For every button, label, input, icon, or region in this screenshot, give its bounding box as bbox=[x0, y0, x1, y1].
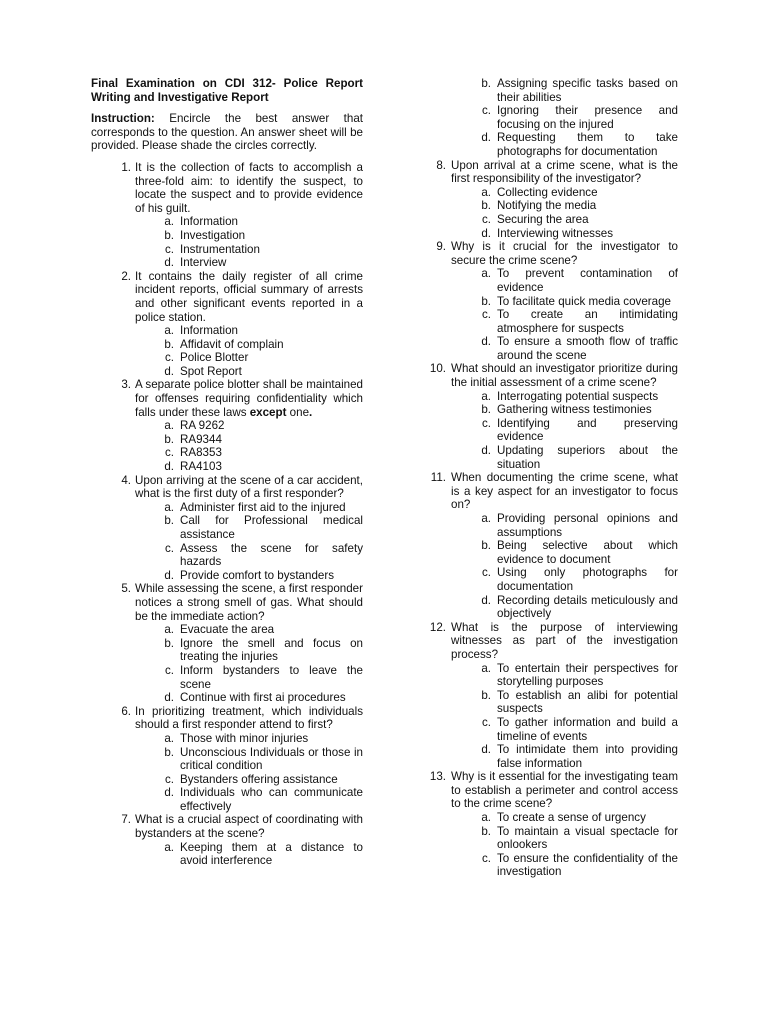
choice-option[interactable] bbox=[164, 215, 363, 229]
choice-list bbox=[135, 501, 363, 583]
choice-option[interactable] bbox=[481, 824, 678, 852]
question-5 bbox=[91, 582, 363, 704]
choice-option[interactable] bbox=[164, 786, 363, 813]
choice-text: To entertain their perspectives for storytelling purposes bbox=[497, 661, 678, 689]
choice-text: Police Blotter bbox=[180, 351, 249, 365]
question-text: Why is it essential for the investigating team to establish a perimeter and control access to the crime scene? bbox=[451, 770, 678, 811]
choice-text: Using only photographs for documentation bbox=[497, 566, 678, 593]
choice-option[interactable] bbox=[164, 745, 363, 773]
choice-letter: d. bbox=[164, 568, 174, 582]
choice-text: Gathering witness testimonies bbox=[497, 403, 652, 417]
question-text: While assessing the scene, a first responder notices a strong smell of gas. What should be the immediate action? bbox=[135, 582, 363, 623]
choice-text: Administer first aid to the injured bbox=[180, 500, 346, 514]
choice-text: To maintain a visual spectacle for onlookers bbox=[497, 824, 678, 852]
choice-list bbox=[135, 324, 363, 378]
choice-text: Keeping them at a distance to avoid interference bbox=[180, 840, 363, 868]
question-text: It contains the daily register of all crime incident reports, official summary of arrests and other significant events reported in a police station. bbox=[135, 269, 363, 324]
choice-text: Assess the scene for safety hazards bbox=[180, 541, 363, 569]
choice-option[interactable] bbox=[164, 663, 363, 691]
question-9 bbox=[426, 240, 678, 362]
question-list-left bbox=[91, 161, 363, 868]
question-7 bbox=[91, 813, 363, 867]
choice-option[interactable] bbox=[481, 335, 678, 362]
choice-text: To create a sense of urgency bbox=[497, 811, 646, 825]
choice-letter: a. bbox=[164, 623, 174, 637]
question-number: 3. bbox=[121, 378, 131, 392]
choice-text: Being selective about which evidence to document bbox=[497, 539, 678, 566]
choice-letter: a. bbox=[164, 500, 174, 514]
choice-option[interactable] bbox=[164, 419, 363, 433]
question-number: 6. bbox=[121, 704, 131, 718]
choice-list bbox=[451, 811, 678, 879]
question-text: It is the collection of facts to accomplish a three-fold aim: to identify the suspect, to locate the suspect and to provide evidence of his guilt. bbox=[135, 160, 363, 215]
exam-title: Final Examination on CDI 312- Police Report Writing and Investigative Report bbox=[91, 77, 363, 104]
choice-option[interactable] bbox=[481, 403, 678, 417]
choice-list bbox=[451, 267, 678, 362]
choice-letter: b. bbox=[481, 824, 491, 838]
choice-list bbox=[135, 215, 363, 269]
choice-letter: a. bbox=[481, 389, 491, 403]
choice-text: Providing personal opinions and assumptions bbox=[497, 512, 678, 539]
question-4 bbox=[91, 474, 363, 583]
choice-list bbox=[451, 662, 678, 771]
choice-text: To create an intimidating atmosphere for suspects bbox=[497, 308, 678, 335]
choice-letter: c. bbox=[164, 446, 174, 460]
choice-option[interactable] bbox=[481, 661, 678, 689]
choice-letter: b. bbox=[164, 514, 174, 528]
choice-text: Unconscious Individuals or those in critical condition bbox=[180, 745, 363, 773]
question-text: Upon arrival at a crime scene, what is the first responsibility of the investigator? bbox=[451, 158, 678, 186]
choice-letter: d. bbox=[481, 593, 491, 607]
choice-letter: a. bbox=[481, 267, 491, 281]
choice-letter: d. bbox=[481, 743, 491, 757]
choice-option[interactable] bbox=[164, 337, 363, 352]
choice-option[interactable] bbox=[481, 389, 678, 404]
choice-text: Recording details meticulously and objectively bbox=[497, 593, 678, 621]
choice-letter: a. bbox=[481, 512, 491, 525]
choice-list bbox=[451, 390, 678, 472]
choice-option[interactable] bbox=[481, 444, 678, 471]
choice-option[interactable] bbox=[481, 743, 678, 770]
choice-option[interactable] bbox=[481, 185, 678, 200]
question-text: In prioritizing treatment, which individuals should a first responder attend to first? bbox=[135, 704, 363, 732]
choice-letter: d. bbox=[481, 444, 491, 458]
choice-list bbox=[135, 623, 363, 705]
choice-letter: c. bbox=[481, 308, 491, 322]
question-text: Upon arriving at the scene of a car accident, what is the first duty of a first responder? bbox=[135, 473, 363, 501]
instruction bbox=[91, 112, 363, 153]
choice-option[interactable] bbox=[164, 691, 363, 705]
choice-text: Continue with first ai procedures bbox=[180, 691, 346, 705]
choice-text: Interview bbox=[180, 256, 227, 270]
question-text: What is the purpose of interviewing witnesses as part of the investigation process? bbox=[451, 620, 678, 661]
choice-letter: b. bbox=[164, 228, 174, 242]
choice-text: Bystanders offering assistance bbox=[180, 772, 338, 786]
choice-letter: c. bbox=[164, 663, 174, 677]
choice-option[interactable] bbox=[164, 500, 363, 515]
choice-option[interactable] bbox=[164, 840, 363, 868]
choice-option[interactable] bbox=[164, 364, 363, 379]
choice-text: To ensure the confidentiality of the investigation bbox=[497, 851, 678, 879]
choice-letter: d. bbox=[164, 691, 174, 705]
choice-letter: b. bbox=[164, 745, 174, 759]
choice-option[interactable] bbox=[481, 512, 678, 539]
choice-letter: a. bbox=[481, 811, 491, 825]
choice-letter: b. bbox=[481, 77, 491, 90]
choice-text: Spot Report bbox=[180, 364, 242, 378]
choice-option[interactable] bbox=[481, 212, 678, 227]
choice-option[interactable] bbox=[164, 351, 363, 365]
choice-option[interactable] bbox=[164, 623, 363, 637]
choice-letter: d. bbox=[481, 226, 491, 240]
question-text-tail: one bbox=[286, 405, 310, 419]
question-11 bbox=[426, 471, 678, 621]
choice-letter: b. bbox=[481, 199, 491, 213]
choice-option[interactable] bbox=[164, 541, 363, 569]
choice-option[interactable] bbox=[481, 688, 678, 716]
question-3 bbox=[91, 378, 363, 473]
choice-option[interactable] bbox=[164, 432, 363, 447]
choice-text: To intimidate them into providing false information bbox=[497, 743, 678, 770]
choice-text: Ignore the smell and focus on treating the injuries bbox=[180, 636, 363, 664]
choice-letter: c. bbox=[481, 212, 491, 226]
choice-option[interactable] bbox=[164, 242, 363, 257]
choice-option[interactable] bbox=[164, 731, 363, 746]
question-1 bbox=[91, 161, 363, 270]
choice-option[interactable] bbox=[481, 226, 678, 241]
choice-letter: a. bbox=[164, 324, 174, 338]
choice-text: To prevent contamination of evidence bbox=[497, 267, 678, 294]
question-number: 11. bbox=[430, 471, 446, 485]
choice-list bbox=[135, 419, 363, 473]
choice-text: Instrumentation bbox=[180, 242, 260, 256]
choice-option[interactable] bbox=[481, 104, 678, 131]
choice-option[interactable] bbox=[481, 811, 678, 825]
choice-option[interactable] bbox=[164, 460, 363, 474]
choice-letter: c. bbox=[481, 416, 491, 430]
choice-letter: a. bbox=[164, 215, 174, 229]
choice-letter: b. bbox=[164, 337, 174, 351]
question-number: 7. bbox=[121, 813, 131, 827]
choice-text: RA8353 bbox=[180, 446, 222, 460]
choice-option[interactable] bbox=[164, 446, 363, 460]
choice-text: Those with minor injuries bbox=[180, 731, 309, 745]
choice-option[interactable] bbox=[481, 308, 678, 335]
choice-letter: c. bbox=[481, 851, 491, 865]
choice-text: Provide comfort to bystanders bbox=[180, 568, 335, 582]
choice-letter: a. bbox=[164, 419, 174, 433]
question-emphasis: except bbox=[249, 405, 287, 419]
choice-letter: d. bbox=[481, 335, 491, 349]
choice-option[interactable] bbox=[481, 199, 678, 213]
choice-option[interactable] bbox=[164, 772, 363, 787]
question-7-continued bbox=[426, 77, 678, 159]
choice-letter: c. bbox=[164, 351, 174, 365]
choice-letter: d. bbox=[164, 364, 174, 378]
instruction-label: Instruction: bbox=[91, 112, 155, 126]
choice-letter: c. bbox=[164, 772, 174, 786]
question-13 bbox=[426, 770, 678, 879]
choice-option[interactable] bbox=[164, 568, 363, 583]
question-number: 13. bbox=[429, 770, 446, 784]
choice-letter: d. bbox=[481, 131, 491, 145]
choice-text: Individuals who can communicate effectively bbox=[180, 786, 363, 813]
choice-text: Information bbox=[180, 324, 238, 338]
question-2 bbox=[91, 270, 363, 379]
choice-option[interactable] bbox=[481, 294, 678, 309]
choice-letter: a. bbox=[164, 731, 174, 745]
choice-option[interactable] bbox=[481, 267, 678, 294]
choice-letter: c. bbox=[164, 242, 174, 256]
question-number: 12. bbox=[429, 620, 446, 634]
choice-text: Information bbox=[180, 215, 238, 229]
question-10 bbox=[426, 362, 678, 471]
choice-text: Evacuate the area bbox=[180, 623, 275, 637]
choice-letter: b. bbox=[481, 539, 491, 553]
choice-text: Investigation bbox=[180, 228, 246, 242]
choice-text: To establish an alibi for potential suspects bbox=[497, 688, 678, 716]
choice-option[interactable] bbox=[164, 324, 363, 338]
choice-letter: d. bbox=[164, 786, 174, 800]
choice-text: To gather information and build a timeline of events bbox=[497, 715, 678, 743]
choice-text: To facilitate quick media coverage bbox=[497, 294, 671, 308]
choice-option[interactable] bbox=[164, 636, 363, 664]
choice-text: Interrogating potential suspects bbox=[497, 389, 659, 403]
choice-text: Collecting evidence bbox=[497, 185, 598, 199]
choice-text: Securing the area bbox=[497, 212, 589, 226]
question-6 bbox=[91, 705, 363, 814]
question-number: 5. bbox=[121, 582, 131, 596]
choice-letter: b. bbox=[481, 294, 491, 308]
choice-text: RA9344 bbox=[180, 432, 222, 446]
choice-text: Ignoring their presence and focusing on the injured bbox=[497, 104, 678, 131]
choice-text: Inform bystanders to leave the scene bbox=[180, 663, 363, 691]
choice-option[interactable] bbox=[164, 256, 363, 270]
question-number: 8. bbox=[436, 158, 446, 172]
choice-letter: d. bbox=[164, 256, 174, 270]
question-number: 9. bbox=[436, 240, 446, 254]
question-number: 4. bbox=[121, 473, 131, 487]
question-12 bbox=[426, 621, 678, 771]
choice-option[interactable] bbox=[481, 593, 678, 621]
choice-letter: b. bbox=[164, 636, 174, 650]
choice-text: RA4103 bbox=[180, 460, 222, 474]
choice-letter: b. bbox=[481, 403, 491, 417]
choice-letter: c. bbox=[481, 566, 491, 580]
left-column bbox=[91, 77, 363, 868]
choice-letter: a. bbox=[481, 661, 491, 675]
choice-option[interactable] bbox=[481, 131, 678, 158]
choice-list bbox=[135, 732, 363, 814]
question-number: 10. bbox=[429, 362, 446, 376]
question-8 bbox=[426, 159, 678, 241]
choice-letter: a. bbox=[164, 840, 174, 854]
choice-option[interactable] bbox=[481, 566, 678, 593]
choice-text: To ensure a smooth flow of traffic around the scene bbox=[497, 335, 678, 362]
question-number: 2. bbox=[121, 269, 131, 283]
right-column bbox=[426, 77, 678, 879]
question-text: When documenting the crime scene, what is a key aspect for an investigator to focus on? bbox=[451, 471, 678, 512]
choice-list bbox=[451, 512, 678, 621]
choice-option[interactable] bbox=[164, 228, 363, 243]
choice-letter: c. bbox=[481, 104, 491, 118]
choice-letter: c. bbox=[164, 541, 174, 555]
question-text: What is a crucial aspect of coordinating with bystanders at the scene? bbox=[135, 813, 363, 841]
choice-list bbox=[451, 186, 678, 240]
question-period: . bbox=[309, 405, 313, 419]
choice-option[interactable] bbox=[481, 77, 678, 104]
choice-option[interactable] bbox=[481, 416, 678, 444]
question-number: 1. bbox=[121, 160, 131, 174]
choice-letter: c. bbox=[481, 715, 491, 729]
choice-text: Call for Professional medical assistance bbox=[180, 514, 363, 541]
choice-text: Notifying the media bbox=[497, 199, 597, 213]
choice-list bbox=[451, 77, 678, 159]
choice-option[interactable] bbox=[481, 851, 678, 879]
question-text: What should an investigator prioritize during the initial assessment of a crime scene? bbox=[451, 362, 678, 390]
choice-letter: b. bbox=[481, 688, 491, 702]
choice-option[interactable] bbox=[481, 539, 678, 566]
question-text: Why is it crucial for the investigator to secure the crime scene? bbox=[451, 240, 678, 267]
instruction-text: Encircle the best answer that corresponds to the question. An answer sheet will be provided. Please shade the circles correctly. bbox=[91, 112, 363, 153]
choice-option[interactable] bbox=[164, 514, 363, 541]
question-list-right bbox=[426, 77, 678, 879]
choice-option[interactable] bbox=[481, 715, 678, 743]
question-text: A separate police blotter shall be maintained for offenses requiring confidentiality which falls under these laws bbox=[135, 378, 363, 419]
choice-letter: b. bbox=[164, 432, 174, 446]
choice-text: Identifying and preserving evidence bbox=[497, 416, 678, 444]
choice-text: Interviewing witnesses bbox=[497, 226, 613, 240]
choice-text: Affidavit of complain bbox=[180, 337, 284, 351]
choice-text: Assigning specific tasks based on their abilities bbox=[497, 77, 678, 104]
choice-text: Requesting them to take photographs for documentation bbox=[497, 131, 678, 158]
choice-text: Updating superiors about the situation bbox=[497, 444, 678, 471]
choice-letter: d. bbox=[164, 460, 174, 474]
choice-list bbox=[135, 841, 363, 868]
choice-text: RA 9262 bbox=[180, 419, 225, 433]
choice-letter: a. bbox=[481, 185, 491, 199]
